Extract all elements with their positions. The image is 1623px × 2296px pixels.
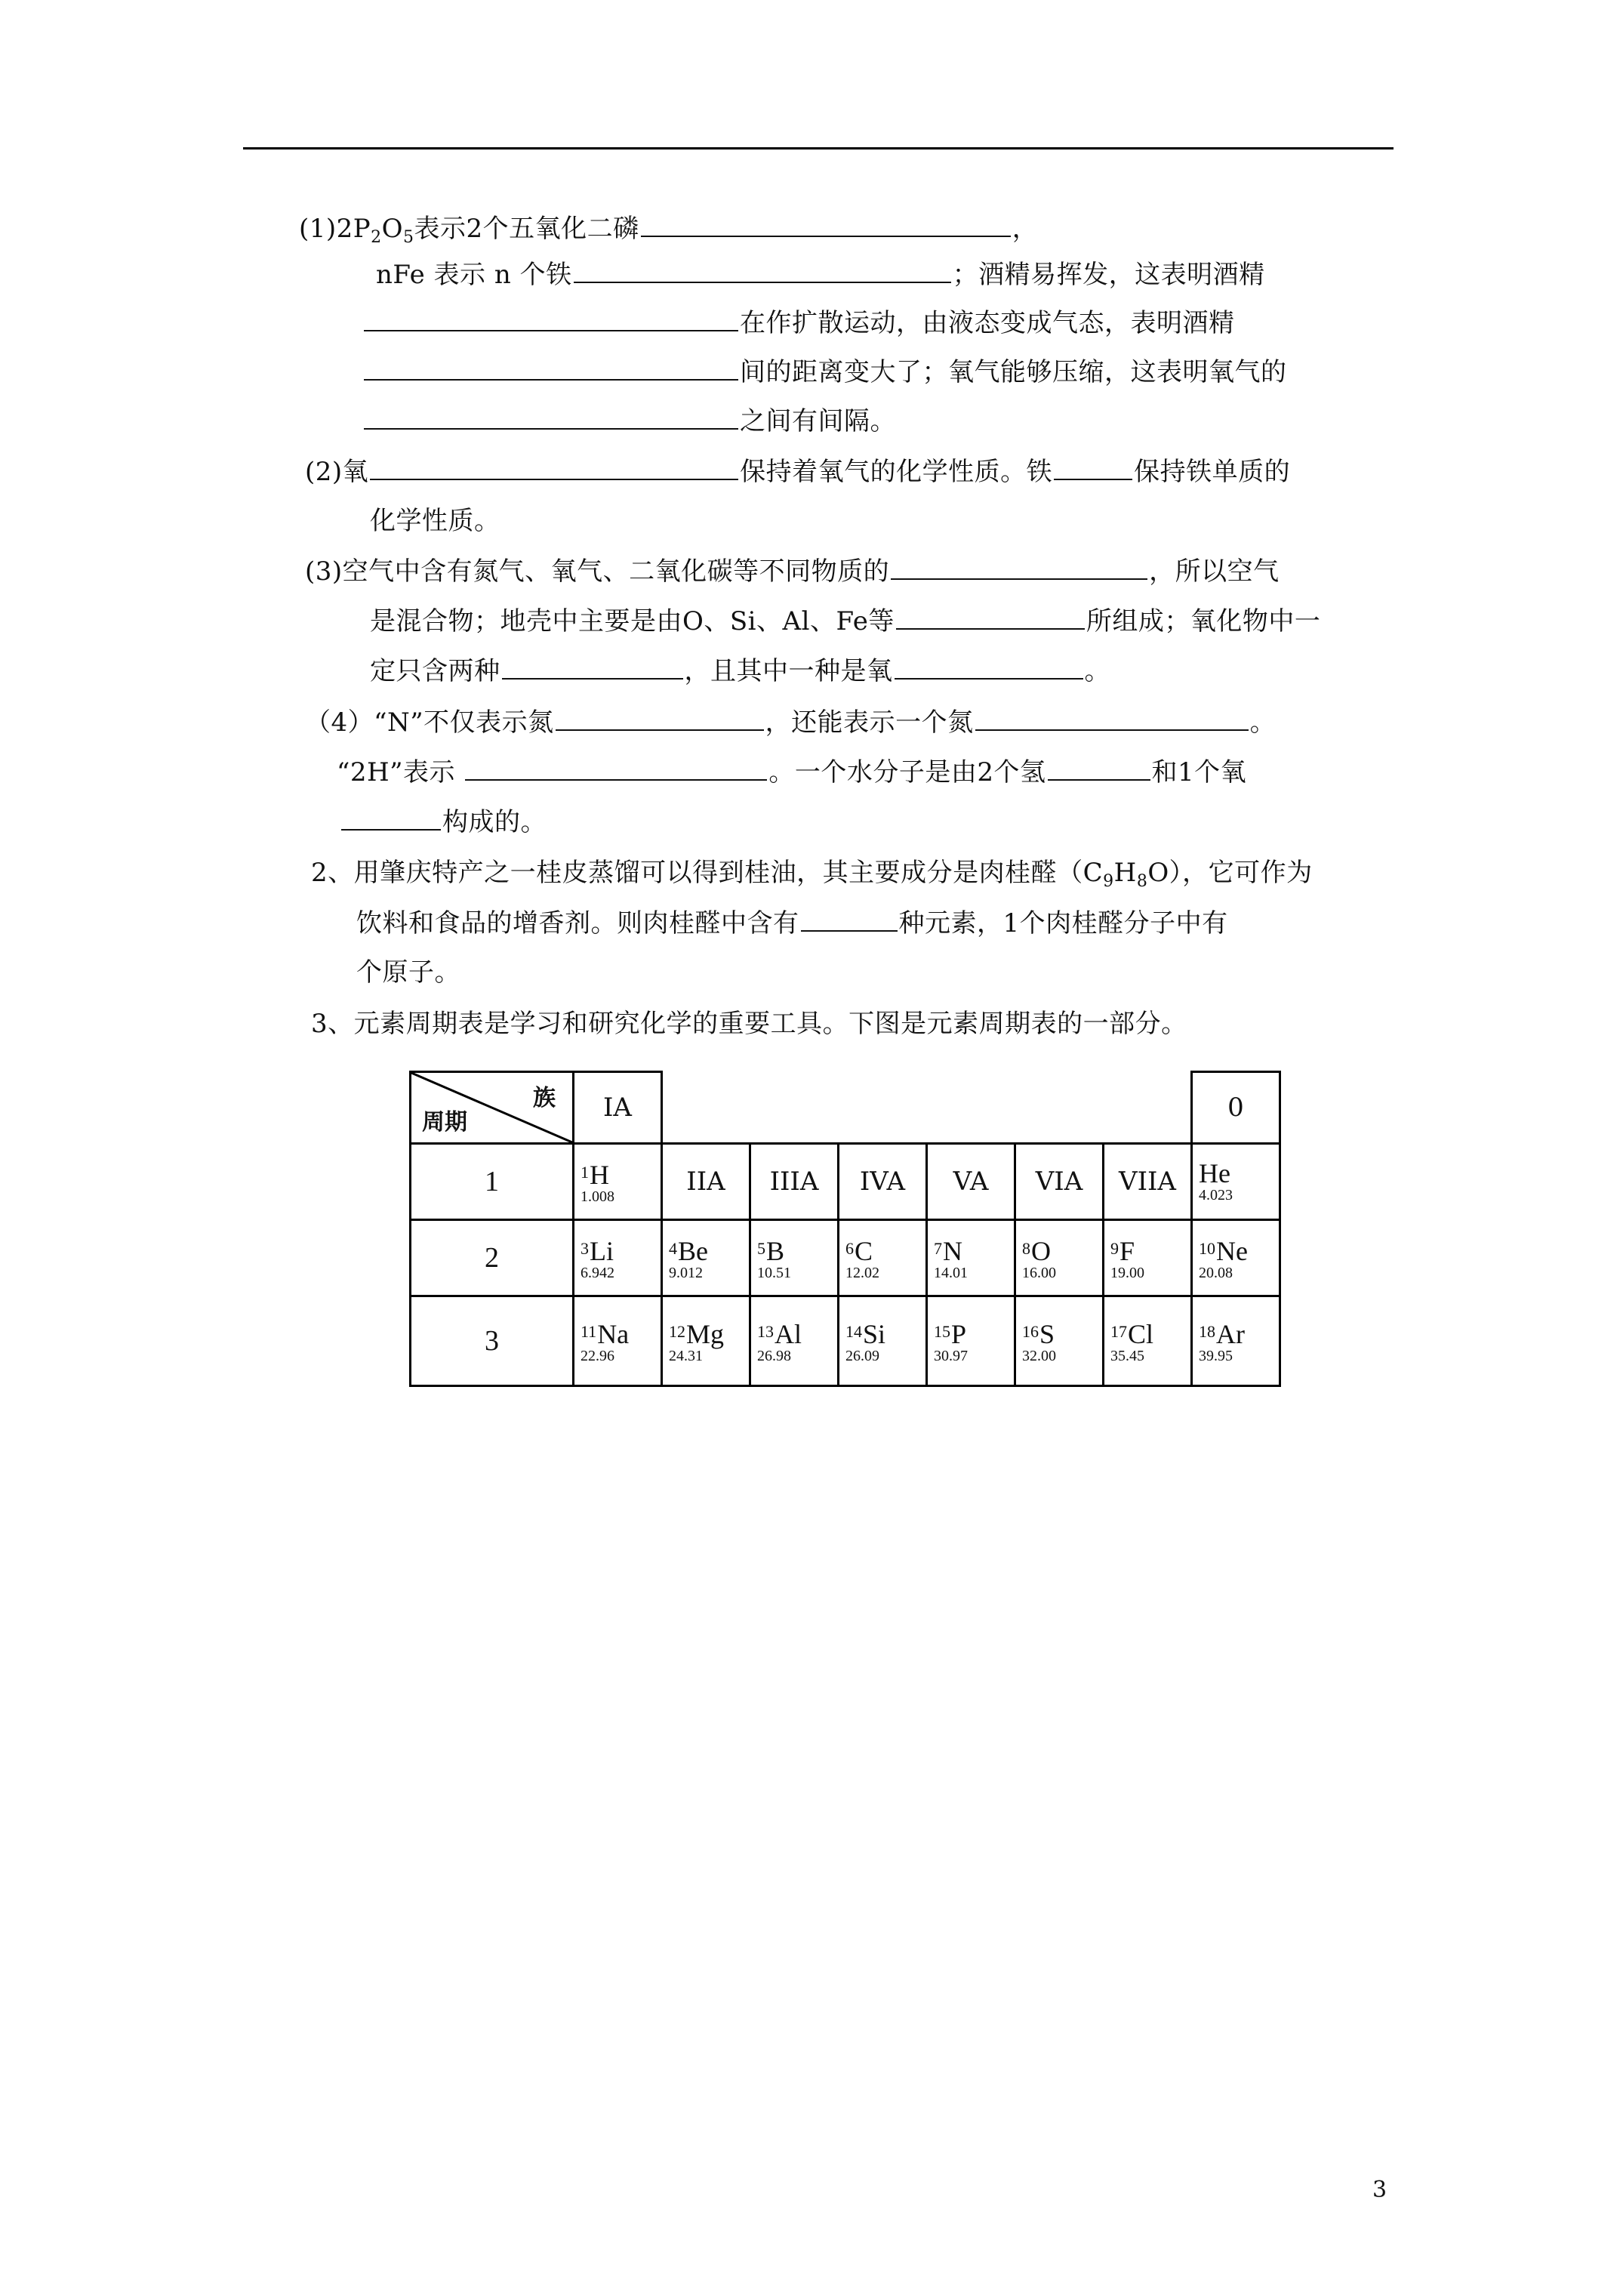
periodic-table [409,1071,1281,1387]
page-number: 3 [1372,2177,1387,2203]
q1-line1: $(1)2P_2O_5$表示2个五氧化二磷 ， [299,214,1039,247]
q1-line5: 之间有间隔。 [362,405,896,436]
answer-blank[interactable] [364,356,738,381]
period-1: 1 [411,1144,574,1220]
q3-line2: 是混合物；地壳中主要是由O、Si、Al、Fe等 所组成；氧化物中一 [370,606,1321,636]
answer-blank[interactable] [574,259,951,283]
group-VA: VA [927,1144,1015,1220]
answer-blank[interactable] [556,707,764,731]
answer-blank[interactable] [891,556,1147,580]
answer-blank[interactable] [896,606,1085,630]
header-zu: 族 [533,1085,556,1111]
group-IVA: IVA [839,1144,927,1220]
answer-blank[interactable] [465,757,767,781]
element-cell-B: $^5$B 10.51 [750,1220,839,1296]
element-cell-S: $^{16}$S 32.00 [1015,1296,1104,1386]
item3-line: 3、元素周期表是学习和研究化学的重要工具。下图是元素周期表的一部分。 [311,1009,1187,1039]
table-gap [662,1072,1192,1144]
element-cell-He: He 4.023 [1192,1144,1280,1220]
q2-line1: (2)氧 保持着氧气的化学性质。铁 保持铁单质的 [305,457,1291,487]
q2-line2: 化学性质。 [370,506,500,536]
q3-line1: (3)空气中含有氮气、氧气、二氧化碳等不同物质的 ，所以空气 [305,556,1280,587]
item2-line3: 个原子。 [356,957,460,988]
element-cell-Ar: $^{18}$Ar 39.95 [1192,1296,1280,1386]
header-rule [243,147,1394,149]
group-IIA: IIA [662,1144,750,1220]
element-cell-Na: $^{11}$Na 22.96 [574,1296,662,1386]
element-cell-H: $^1$H 1.008 [574,1144,662,1220]
element-cell-N: $^7$N 14.01 [927,1220,1015,1296]
period-2: 2 [411,1220,574,1296]
period-3: 3 [411,1296,574,1386]
element-cell-F: $^9$F 19.00 [1104,1220,1192,1296]
element-cell-Si: $^{14}$Si 26.09 [839,1296,927,1386]
group-IIIA: IIIA [750,1144,839,1220]
q4-line2: “2H”表示 。一个水分子是由2个氢 和1个氧 [337,757,1247,787]
element-cell-Cl: $^{17}$Cl 35.45 [1104,1296,1192,1386]
q3-line3: 定只含两种 ，且其中一种是氧 。 [370,656,1110,686]
element-cell-C: $^6$C 12.02 [839,1220,927,1296]
group-VIA: VIA [1015,1144,1104,1220]
group-VIIA: VIIA [1104,1144,1192,1220]
answer-blank[interactable] [364,307,738,331]
table-header-diagonal [411,1072,574,1144]
answer-blank[interactable] [975,707,1249,731]
element-cell-Mg: $^{12}$Mg 24.31 [662,1296,750,1386]
answer-blank[interactable] [1048,757,1150,781]
q1-line2: nFe 表示 n 个铁 ；酒精易挥发，这表明酒精 [376,260,1265,290]
answer-blank[interactable] [364,405,738,430]
item2-line2: 饮料和食品的增香剂。则肉桂醛中含有 种元素，1个肉桂醛分子中有 [356,908,1228,938]
header-zhouqi: 周期 [422,1109,467,1136]
q1-line4: 间的距离变大了；氧气能够压缩，这表明氧气的 [362,356,1287,387]
answer-blank[interactable] [801,908,898,932]
element-cell-Ne: $^{10}$Ne 20.08 [1192,1220,1280,1296]
answer-blank[interactable] [1054,456,1132,480]
group-IA: IA [574,1072,662,1144]
item2-line1: 2、用肇庆特产之一桂皮蒸馏可以得到桂油，其主要成分是肉桂醛$(C_9H_8O)$，它可作为 [311,858,1313,891]
element-cell-Be: $^4$Be 9.012 [662,1220,750,1296]
q4-line3: 构成的。 [340,806,547,837]
element-cell-Al: $^{13}$Al 26.98 [750,1296,839,1386]
q1-line3: 在作扩散运动，由液态变成气态，表明酒精 [362,307,1235,338]
q4-line1: （4）“N”不仅表示氮 ，还能表示一个氮 。 [305,707,1277,738]
group-0: 0 [1192,1072,1280,1144]
answer-blank[interactable] [641,213,1011,237]
answer-blank[interactable] [370,456,738,480]
answer-blank[interactable] [895,655,1083,680]
element-cell-Li: $^3$Li 6.942 [574,1220,662,1296]
answer-blank[interactable] [341,806,441,831]
element-cell-O: $^8$O 16.00 [1015,1220,1104,1296]
element-cell-P: $^{15}$P 30.97 [927,1296,1015,1386]
answer-blank[interactable] [502,655,683,680]
